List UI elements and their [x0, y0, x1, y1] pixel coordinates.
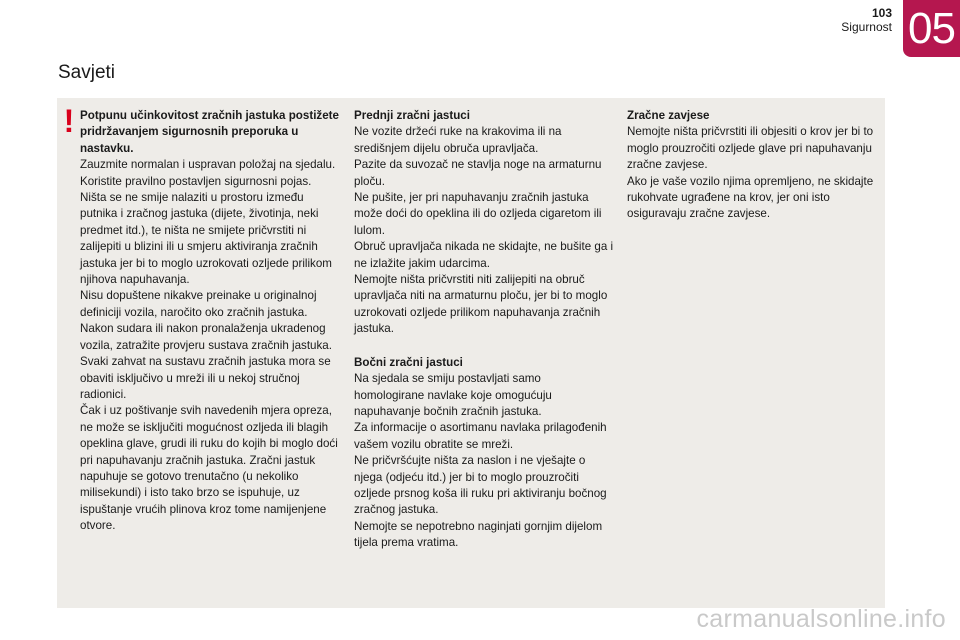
paragraph: Svaki zahvat na sustavu zračnih jastuka mora se obaviti isključivo u mreži ili u nekoj stručnoj radionici. [80, 355, 331, 401]
column-curtain-airbags [627, 108, 877, 223]
page-title: Savjeti [58, 62, 116, 83]
section-name: Sigurnost [841, 20, 892, 34]
paragraph: Pazite da suvozač ne stavlja noge na armaturnu ploču. [354, 158, 602, 188]
paragraph: Obruč upravljača nikada ne skidajte, ne bušite ga i ne izlažite jakim udarcima. [354, 240, 614, 270]
paragraph: Ništa se ne smije nalaziti u prostoru između putnika i zračnog jastuka (dijete, životinja, neki predmet itd.), te ništa ne smijete pričvrstiti ni zalijepiti u blizini ili u smjeru aktiviranja zračnih jastuka jer bi to moglo uzrokovati ozljede prilikom njihova napuhavanja. [80, 191, 332, 287]
paragraph: Koristite pravilno postavljen sigurnosni pojas. [80, 174, 312, 188]
intro-bold-text: Potpunu učinkovitost zračnih jastuka postižete pridržavanjem sigurnosnih preporuka u nastavku. [80, 109, 339, 155]
column-airbags [354, 108, 614, 552]
section-heading-front-airbags: Prednji zračni jastuci [354, 109, 470, 122]
paragraph: Nisu dopuštene nikakve preinake u originalnoj definiciji vozila, naročito oko zračnih jastuka. [80, 289, 317, 319]
paragraph: Za informacije o asortimanu navlaka prilagođenih vašem vozilu obratite se mreži. [354, 421, 607, 451]
exclamation-warning-icon: ! [63, 103, 75, 139]
paragraph: Ne pričvršćujte ništa za naslon i ne vješajte o njega (odjeću itd.) jer bi to moglo prouzročiti ozljede prsnog koša ili ruku pri aktiviranju bočnog zračnog jastuka. [354, 454, 607, 517]
chapter-tab: 05 [903, 0, 960, 57]
paragraph: Nemojte ništa pričvrstiti ili objesiti o krov jer bi to moglo prouzročiti ozljede glave pri napuhavanju zračne zavjese. [627, 125, 874, 172]
paragraph: Nemojte ništa pričvrstiti niti zalijepiti na obruč upravljača niti na armaturnu ploču, jer bi to moglo uzrokovati ozljede prilikom napuhavanja zračnih jastuka. [354, 273, 608, 336]
paragraph: Ne pušite, jer pri napuhavanju zračnih jastuka može doći do opeklina ili do ozljeda cigaretom ili lulom. [354, 191, 602, 237]
section-gap [354, 338, 614, 355]
watermark: carmanualsonline.info [696, 605, 946, 633]
section-heading-side-airbags: Bočni zračni jastuci [354, 355, 463, 369]
page-header [841, 6, 892, 34]
paragraph: Zauzmite normalan i uspravan položaj na sjedalu. [80, 158, 336, 172]
paragraph: Nemojte se nepotrebno naginjati gornjim dijelom tijela prema vratima. [354, 519, 603, 550]
paragraph: Nakon sudara ili nakon pronalaženja ukradenog vozila, zatražite provjeru sustava zračnih jastuka. [80, 322, 332, 352]
page-number: 103 [871, 6, 892, 20]
paragraph: Čak i uz poštivanje svih navedenih mjera opreza, ne može se isključiti mogućnost ozljeda ili blagih opeklina glave, grudi ili ruku do kojih bi moglo doći pri napuhavanju zračnih jastuka. Zračni jastuk napuhuje se gotovo trenutačno (u nekoliko milisekundi) i isto tako brzo se ispuhuje, uz ispuštanje vrućih plinova kroz tome namijenjene otvore. [80, 404, 338, 533]
paragraph: Ne vozite držeći ruke na krakovima ili na središnjem dijelu obruča upravljača. [354, 125, 562, 155]
paragraph: Ako je vaše vozilo njima opremljeno, ne skidajte rukohvate ugrađene na krov, jer oni isto osiguravaju zračne zavjese. [627, 174, 874, 221]
section-heading-curtain-airbags: Zračne zavjese [627, 109, 710, 122]
paragraph: Na sjedala se smiju postavljati samo homologirane navlake koje omogućuju napuhavanje bočnih zračnih jastuka. [354, 372, 552, 418]
column-general-advice [80, 108, 340, 535]
